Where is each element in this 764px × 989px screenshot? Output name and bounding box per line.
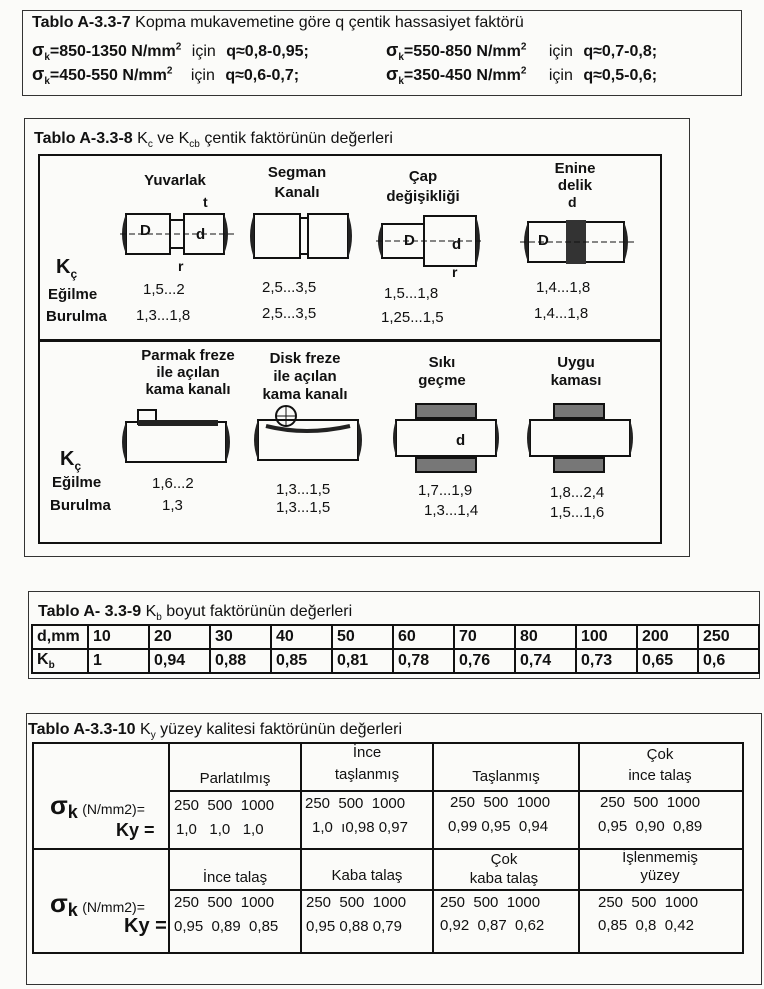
table-a339-grid xyxy=(31,624,760,674)
table-cell: 250 xyxy=(698,625,759,649)
col-islenmemis-k: 0,85 0,8 0,42 xyxy=(598,917,694,934)
cap-label-1: Çap xyxy=(408,168,438,185)
table-a337-row2-right: $\sigma_k=350-450$ $N/mm^2$ için q≈0,5-0,6; xyxy=(386,64,658,88)
yuvarlak-D: D xyxy=(140,222,151,239)
table-cell: 0,73 xyxy=(576,649,637,673)
uygu-label-1: Uygu xyxy=(557,354,595,371)
disk-label-1: Disk freze xyxy=(269,350,341,367)
top-torsion-label: Burulma xyxy=(46,308,107,325)
disk-label-2: ile açılan xyxy=(273,368,337,385)
uygu-drawing xyxy=(524,400,638,476)
col-ince-taslanmis-h1: İnce xyxy=(352,744,382,761)
yuvarlak-d: d xyxy=(196,226,206,243)
enine-bend: 1,4...1,8 xyxy=(536,279,591,296)
table-cell: 1 xyxy=(88,649,149,673)
siki-label-2: geçme xyxy=(418,372,466,389)
table-cell: 30 xyxy=(210,625,271,649)
col-cok-kaba-h2: kaba talaş xyxy=(469,870,539,887)
table-cell: 10 xyxy=(88,625,149,649)
col-taslanmis-k: 0,99 0,95 0,94 xyxy=(448,818,549,835)
top-bending-label: Eğilme xyxy=(48,286,98,303)
col-ince-talas-s: 250 500 1000 xyxy=(174,894,275,911)
table-row xyxy=(32,625,759,649)
col-parlatilmis-k: 1,0 1,0 1,0 xyxy=(176,821,264,838)
table-cell: 60 xyxy=(393,625,454,649)
cap-d: d xyxy=(452,236,462,253)
cap-drawing xyxy=(376,210,486,270)
table-cell: 0,88 xyxy=(210,649,271,673)
table-cell: 20 xyxy=(149,625,210,649)
table-cell: 70 xyxy=(454,625,515,649)
table-a338-divider xyxy=(38,339,661,342)
parmak-label-1: Parmak freze xyxy=(141,347,235,364)
uygu-bend: 1,8...2,4 xyxy=(550,484,605,501)
sigma-label-bottom: $\sigma_k$ (N/mm2)= xyxy=(50,888,145,921)
col-ince-talas-k: 0,95 0,89 0,85 xyxy=(174,918,279,935)
col-ince-taslanmis-h2: taşlanmış xyxy=(334,766,400,783)
d-header: d,mm xyxy=(32,625,88,649)
col-taslanmis-s: 250 500 1000 xyxy=(450,794,551,811)
uygu-tors: 1,5...1,6 xyxy=(550,504,605,521)
col-ince-taslanmis-k: 1,0 ı0,98 0,97 xyxy=(312,819,408,836)
table-a337-row1-left: $\sigma_k=850-1350$ $N/mm^2$ için q≈0,8-0,95; xyxy=(32,40,309,64)
enine-label-2: delik xyxy=(557,177,593,194)
parmak-tors: 1,3 xyxy=(162,497,183,514)
kb-header: $K_b$ xyxy=(32,649,88,673)
grid-line xyxy=(168,889,744,891)
table-a337-title: Tablo A-3.3-7 Kopma mukavemetine göre q çentik hassasiyet faktörü xyxy=(32,14,524,31)
bottom-torsion-label: Burulma xyxy=(50,497,111,514)
segman-tors: 2,5...3,5 xyxy=(262,305,317,322)
table-cell: 80 xyxy=(515,625,576,649)
enine-tors: 1,4...1,8 xyxy=(534,305,589,322)
table-cell: 0,78 xyxy=(393,649,454,673)
parmak-label-2: ile açılan xyxy=(156,364,220,381)
table-cell: 0,94 xyxy=(149,649,210,673)
parmak-label-3: kama kanalı xyxy=(145,381,231,398)
enine-d: d xyxy=(568,194,577,210)
table-cell: 100 xyxy=(576,625,637,649)
ky-label-bottom: Ky = xyxy=(124,915,167,937)
segman-label-1: Segman xyxy=(267,164,327,181)
col-islenmemis-h1: İşlenmemiş xyxy=(622,849,698,866)
col-parlatilmis-s: 250 500 1000 xyxy=(174,797,275,814)
cap-tors: 1,25...1,5 xyxy=(381,309,444,326)
siki-bend: 1,7...1,9 xyxy=(418,482,473,499)
cap-r: r xyxy=(452,264,458,280)
uygu-label-2: kaması xyxy=(550,372,602,389)
col-kaba-talas-s: 250 500 1000 xyxy=(306,894,407,911)
ky-label-top: Ky = xyxy=(116,820,155,840)
yuvarlak-label: Yuvarlak xyxy=(144,172,206,189)
table-cell: 0,65 xyxy=(637,649,698,673)
col-parlatilmis-h: Parlatılmış xyxy=(199,770,271,787)
siki-label-1: Sıkı xyxy=(428,354,456,371)
yuvarlak-bend: 1,5...2 xyxy=(143,281,185,298)
col-cok-kaba-s: 250 500 1000 xyxy=(440,894,541,911)
table-cell: 50 xyxy=(332,625,393,649)
table-cell: 0,85 xyxy=(271,649,332,673)
top-k-symbol: $K_ç$ xyxy=(56,256,78,281)
col-islenmemis-s: 250 500 1000 xyxy=(598,894,699,911)
table-cell: 0,74 xyxy=(515,649,576,673)
table-cell: 0,81 xyxy=(332,649,393,673)
table-cell: 0,6 xyxy=(698,649,759,673)
parmak-drawing xyxy=(120,402,240,472)
segman-bend: 2,5...3,5 xyxy=(262,279,317,296)
segman-label-2: Kanalı xyxy=(274,184,320,201)
enine-label-1: Enine xyxy=(554,160,596,177)
yuvarlak-t: t xyxy=(203,194,208,210)
table-row xyxy=(32,649,759,673)
parmak-bend: 1,6...2 xyxy=(152,475,194,492)
col-taslanmis-h: Taşlanmış xyxy=(472,768,540,785)
siki-tors: 1,3...1,4 xyxy=(424,502,479,519)
col-cok-ince-h1: Çok xyxy=(646,746,674,763)
table-cell: 0,76 xyxy=(454,649,515,673)
table-cell: 40 xyxy=(271,625,332,649)
yuvarlak-tors: 1,3...1,8 xyxy=(136,307,191,324)
siki-drawing xyxy=(392,400,502,476)
col-kaba-talas-h: Kaba talaş xyxy=(331,867,403,884)
col-cok-ince-s: 250 500 1000 xyxy=(600,794,701,811)
siki-d: d xyxy=(456,432,466,449)
cap-bend: 1,5...1,8 xyxy=(384,285,439,302)
disk-drawing xyxy=(252,402,372,472)
table-a337-row2-left: $\sigma_k=450-550$ $N/mm^2$ için q≈0,6-0,7; xyxy=(32,64,300,88)
disk-label-3: kama kanalı xyxy=(262,386,348,403)
table-a339-title: Tablo A- 3.3-9 $K_b$ boyut faktörünün değerleri xyxy=(38,603,353,624)
cap-D: D xyxy=(404,232,415,249)
col-ince-talas-h: İnce talaş xyxy=(202,869,268,886)
col-kaba-talas-k: 0,95 0,88 0,79 xyxy=(306,918,402,935)
col-cok-kaba-h1: Çok xyxy=(490,851,518,868)
table-cell: 200 xyxy=(637,625,698,649)
table-a3310-title: Tablo A-3.3-10 $K_y$ yüzey kalitesi faktörünün değerleri xyxy=(28,721,403,742)
col-ince-taslanmis-s: 250 500 1000 xyxy=(305,795,406,812)
bottom-bending-label: Eğilme xyxy=(52,474,102,491)
sigma-label-top: $\sigma_k$ (N/mm2)= xyxy=(50,790,145,823)
col-islenmemis-h2: yüzey xyxy=(640,867,680,884)
col-cok-ince-k: 0,95 0,90 0,89 xyxy=(598,818,703,835)
segman-drawing xyxy=(248,206,358,266)
cap-label-2: değişikliği xyxy=(386,188,460,205)
bottom-k-symbol: $K_ç$ xyxy=(60,448,82,473)
disk-tors: 1,3...1,5 xyxy=(276,499,331,516)
disk-bend: 1,3...1,5 xyxy=(276,481,331,498)
table-a338-title: Tablo A-3.3-8 $K_c$ ve $K_{cb}$ çentik faktörünün değerleri xyxy=(34,130,393,151)
table-a337-row1-right: $\sigma_k=550-850$ $N/mm^2$ için q≈0,7-0,8; xyxy=(386,40,658,64)
col-cok-kaba-k: 0,92 0,87 0,62 xyxy=(440,917,545,934)
enine-D: D xyxy=(538,232,549,249)
grid-line xyxy=(168,790,744,792)
yuvarlak-r: r xyxy=(178,258,184,274)
col-cok-ince-h2: ince talaş xyxy=(628,767,692,784)
